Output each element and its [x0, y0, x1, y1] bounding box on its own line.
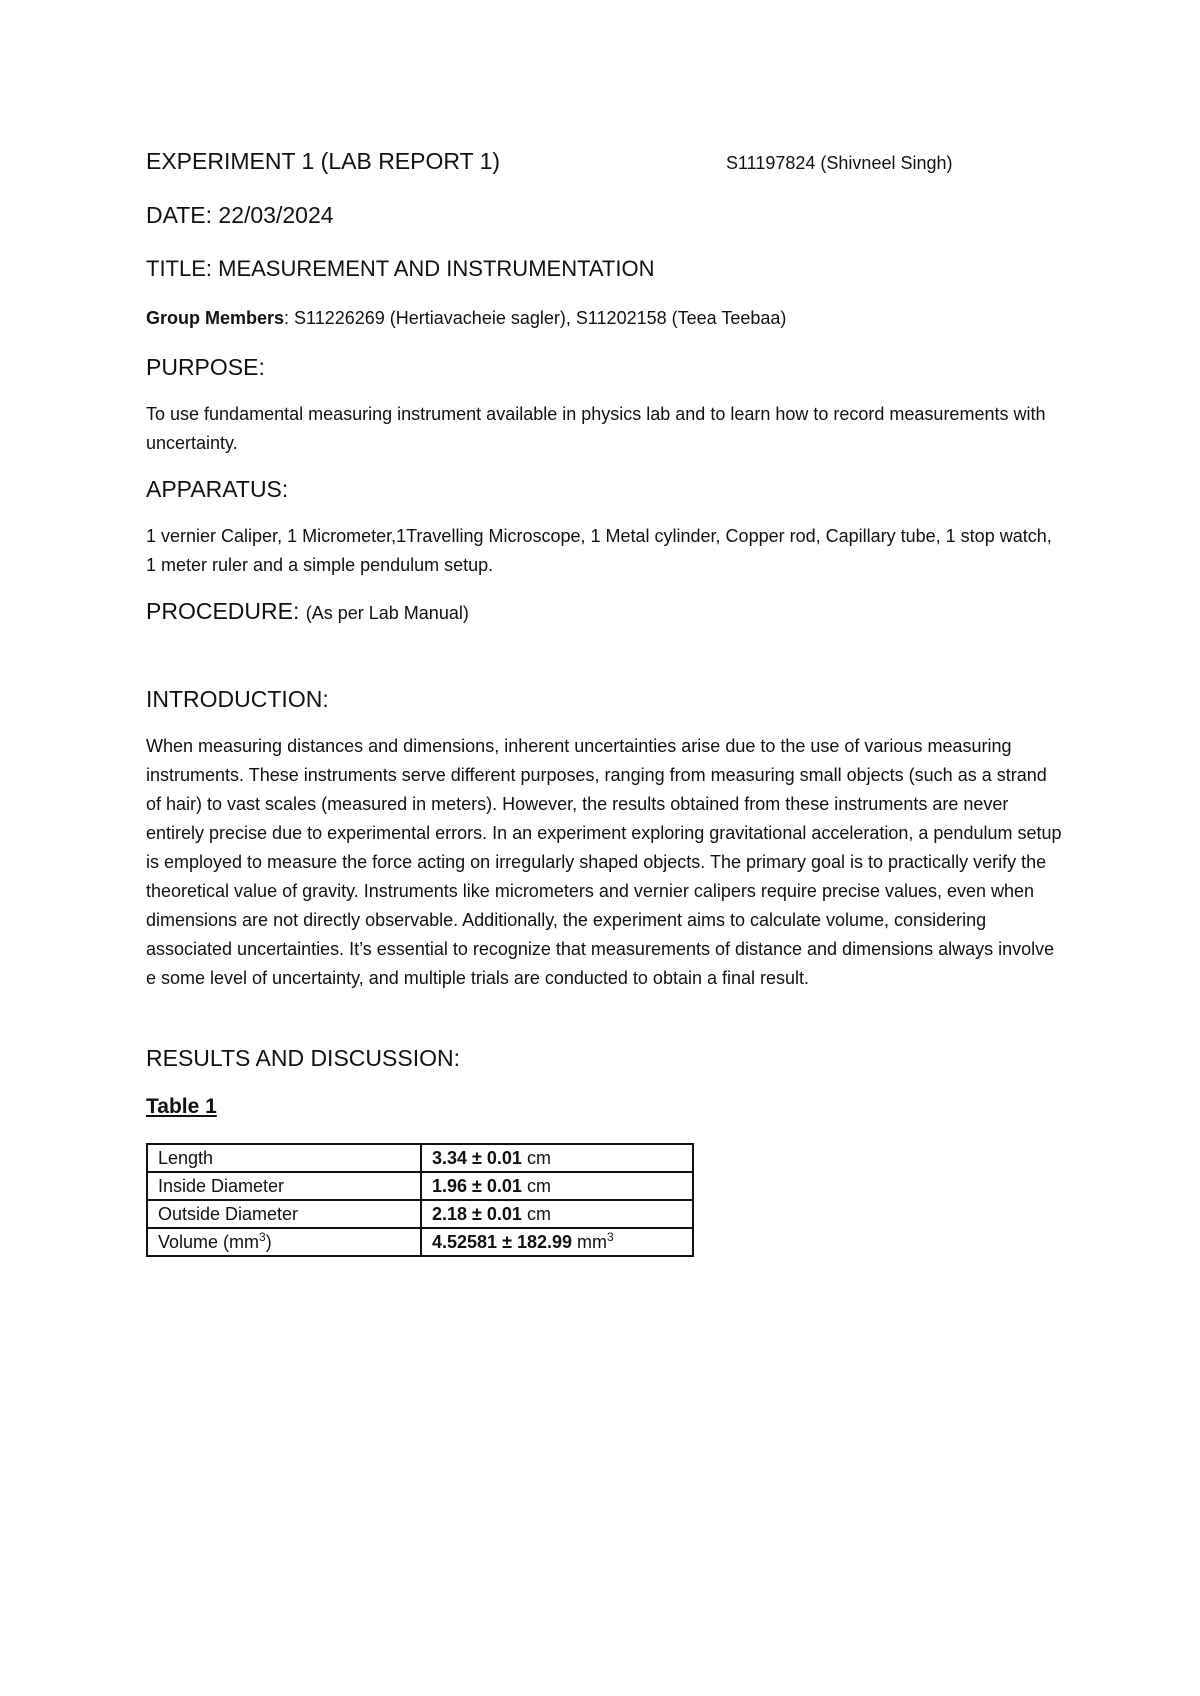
report-title: TITLE: MEASUREMENT AND INSTRUMENTATION: [146, 256, 655, 281]
row-value-unit: cm: [521, 1148, 551, 1168]
row-label: Length: [147, 1144, 421, 1172]
row-label: Outside Diameter: [147, 1200, 421, 1228]
procedure-heading-label: PROCEDURE:: [146, 598, 300, 624]
row-label-end: ): [265, 1232, 272, 1252]
procedure-heading: [146, 598, 1066, 632]
introduction-heading: INTRODUCTION:: [146, 686, 329, 712]
row-value-number: 2.18 ± 0.01: [432, 1204, 522, 1224]
student-id: S11197824 (Shivneel Singh): [726, 153, 953, 173]
row-value: [421, 1172, 693, 1200]
row-value-sup: 3: [607, 1230, 614, 1244]
results-heading: RESULTS AND DISCUSSION:: [146, 1045, 460, 1071]
row-value-number: 4.52581 ± 182.99: [432, 1232, 573, 1252]
row-value-number: 3.34 ± 0.01: [432, 1148, 522, 1168]
row-value: [421, 1200, 693, 1228]
introduction-text: When measuring distances and dimensions, inherent uncertainties arise due to the use of various measuring instruments. These instruments serve different purposes, ranging from measuring small objects (such as a strand of hair) to vast scales (measured in meters). However, the results obtained from these instruments are never entirely precise due to experimental errors. In an experiment exploring gravitational acceleration, a pendulum setup is employed to measure the force acting on irregularly shaped objects. The primary goal is to practically verify the theoretical value of gravity. Instruments like micrometers and vernier calipers require precise values, even when dimensions are not directly observable. Additionally, the experiment aims to calculate volume, considering associated uncertainties. It’s essential to recognize that measurements of distance and dimensions always involve e some level of uncertainty, and multiple trials are conducted to obtain a final result.: [146, 736, 1062, 988]
row-value-unit: mm: [572, 1232, 608, 1252]
procedure-note: (As per Lab Manual): [305, 603, 469, 623]
row-label-sup: 3: [259, 1230, 266, 1244]
results-table: [146, 1143, 694, 1257]
report-date: DATE: 22/03/2024: [146, 202, 334, 228]
group-members-label: Group Members: [146, 308, 285, 328]
row-value-unit: cm: [521, 1204, 551, 1224]
header-line: [146, 148, 1066, 182]
apparatus-text: 1 vernier Caliper, 1 Micrometer,1Travelling Microscope, 1 Metal cylinder, Copper rod, Capillary tube, 1 stop watch, 1 meter ruler and a simple pendulum setup.: [146, 526, 1052, 575]
purpose-text: To use fundamental measuring instrument available in physics lab and to learn how to record measurements with uncertainty.: [146, 404, 1046, 453]
group-members-list: : S11226269 (Hertiavacheie sagler), S11202158 (Teea Teebaa): [284, 308, 787, 328]
purpose-heading: PURPOSE:: [146, 354, 265, 380]
table-row: [147, 1200, 693, 1228]
table-row: [147, 1172, 693, 1200]
row-value: [421, 1228, 693, 1256]
row-label-text: Volume (mm: [158, 1232, 260, 1252]
row-value: [421, 1144, 693, 1172]
row-value-unit: cm: [521, 1176, 551, 1196]
table-title: Table 1: [146, 1095, 217, 1118]
report-page: [146, 148, 1066, 1257]
table-row: [147, 1228, 693, 1256]
experiment-title: EXPERIMENT 1 (LAB REPORT 1): [146, 148, 501, 174]
row-label: Inside Diameter: [147, 1172, 421, 1200]
row-label: [147, 1228, 421, 1256]
apparatus-heading: APPARATUS:: [146, 476, 289, 502]
table-row: [147, 1144, 693, 1172]
row-value-number: 1.96 ± 0.01: [432, 1176, 522, 1196]
group-members: [146, 308, 1066, 338]
